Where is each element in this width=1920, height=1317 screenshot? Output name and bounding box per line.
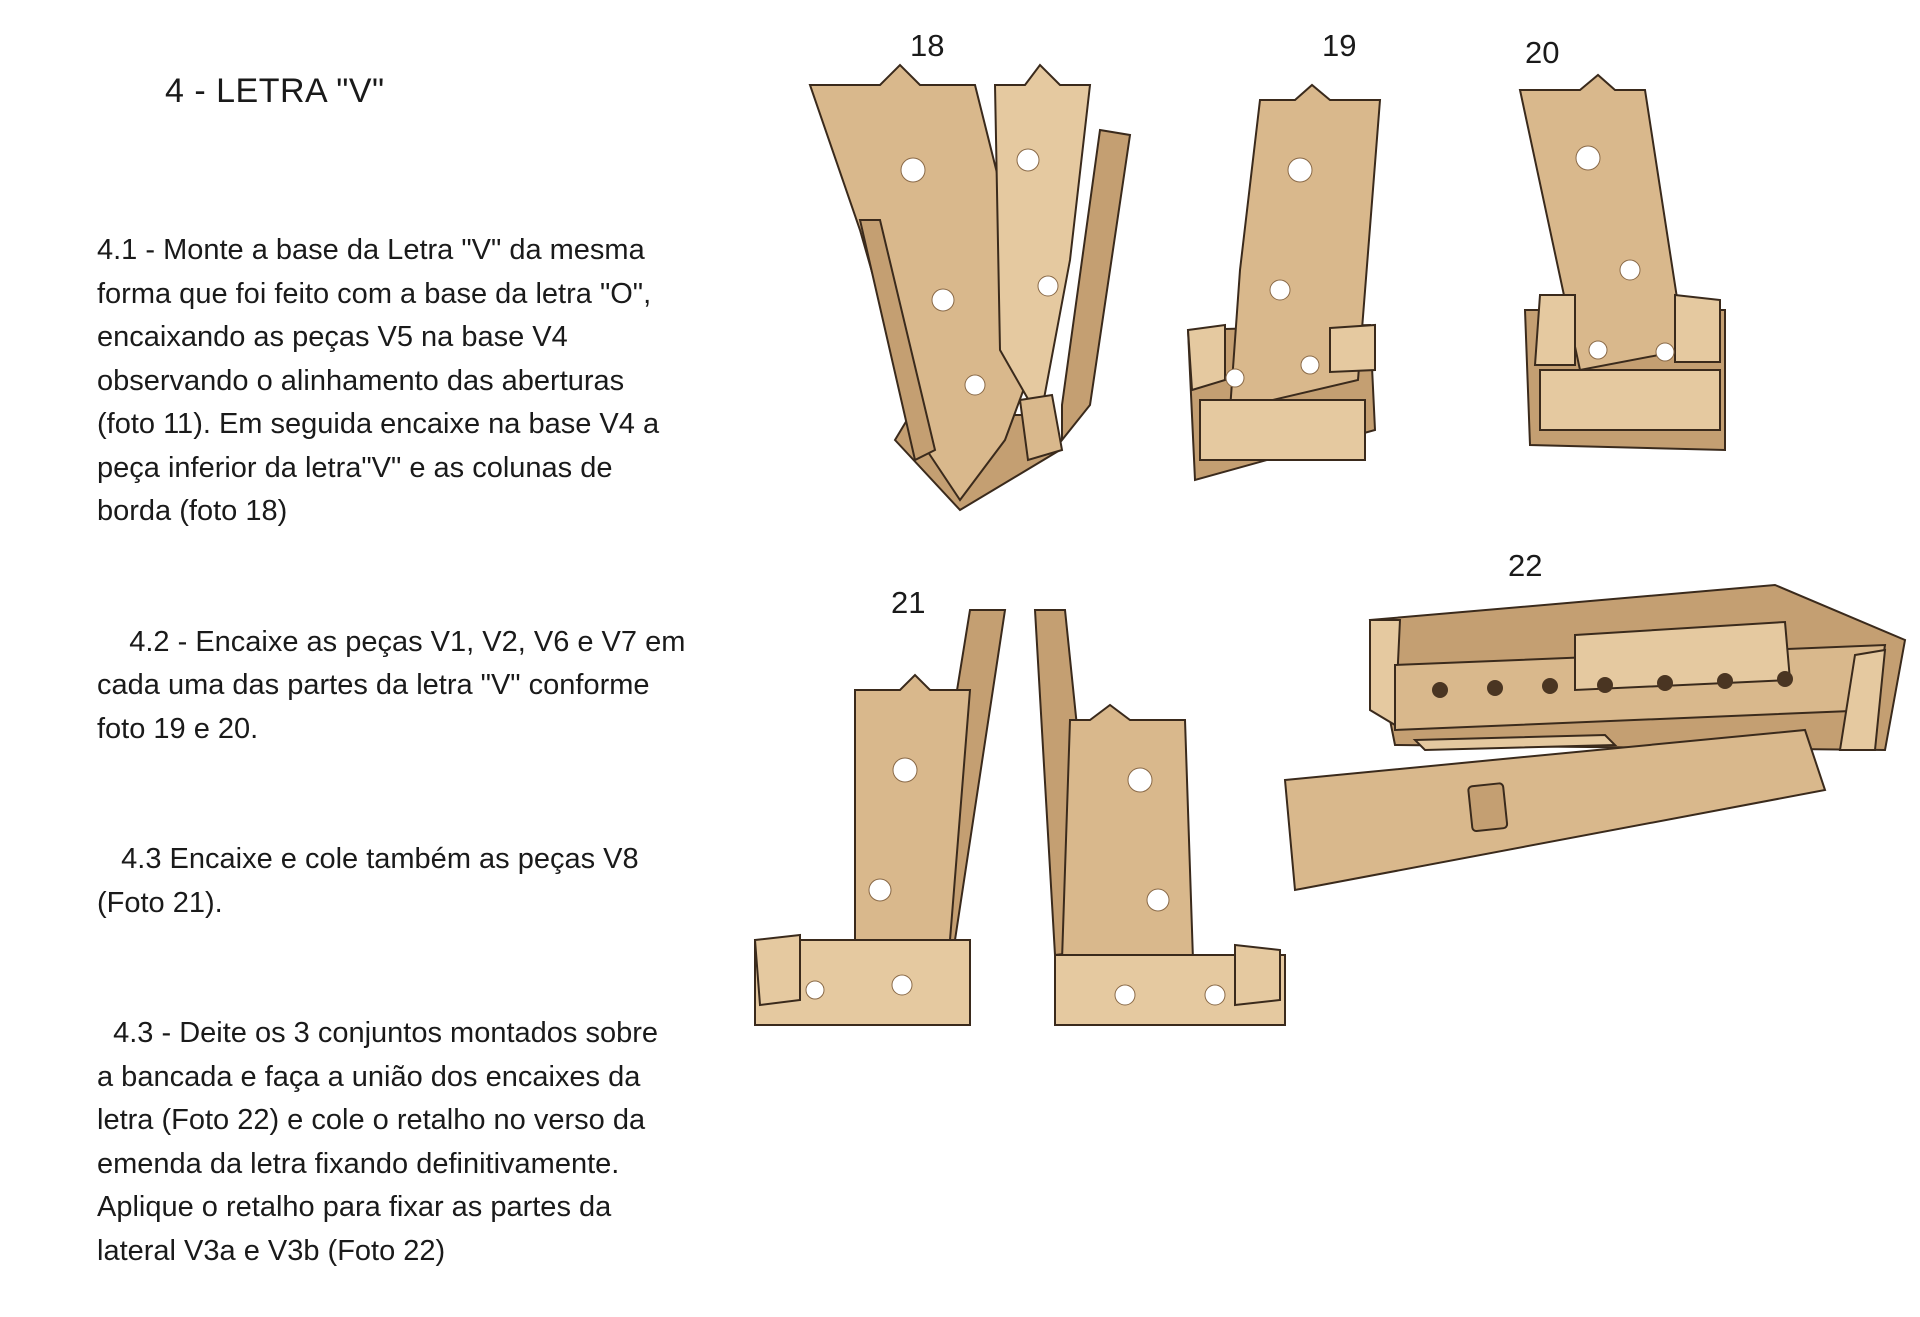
photo-19-left-part-icon bbox=[1180, 80, 1380, 480]
photo-22-joined-letter-icon bbox=[1285, 580, 1905, 890]
step-4-2-text: 4.2 - Encaixe as peças V1, V2, V6 e V7 em cada uma das partes da letra "V" conforme foto 19 e 20. bbox=[97, 625, 686, 745]
step-4-3-text: 4.3 Encaixe e cole também as peças V8 (Foto 21). bbox=[97, 843, 639, 919]
photo-label-18: 18 bbox=[910, 28, 945, 63]
step-4-3b-text: 4.3 - Deite os 3 conjuntos montados sobre a bancada e faça a união dos encaixes da letra (Foto 22) e cole o retalho no verso da emenda da letra fixando definitivamente. Aplique o retalho para fixar as partes da lateral V3a e V3b (Foto 22) bbox=[97, 1017, 658, 1267]
instructions bbox=[97, 142, 737, 1317]
page-title: 4 - LETRA "V" bbox=[165, 72, 385, 110]
photo-label-19: 19 bbox=[1322, 28, 1357, 63]
photo-label-22: 22 bbox=[1508, 548, 1543, 583]
photo-20-right-part-icon bbox=[1520, 80, 1740, 460]
photo-label-21: 21 bbox=[891, 585, 926, 620]
photo-label-20: 20 bbox=[1525, 35, 1560, 70]
photo-21-v8-parts-icon bbox=[755, 610, 1285, 1025]
photo-18-v-assembly-icon bbox=[800, 60, 1140, 520]
step-4-1-text: 4.1 - Monte a base da Letra "V" da mesma forma que foi feito com a base da letra "O", encaixando as peças V5 na base V4 observando o alinhamento das aberturas (foto 11). Em seguida encaixe na base V4 a peça inferior da letra"V" e as colunas de borda (foto 18) bbox=[97, 234, 660, 527]
